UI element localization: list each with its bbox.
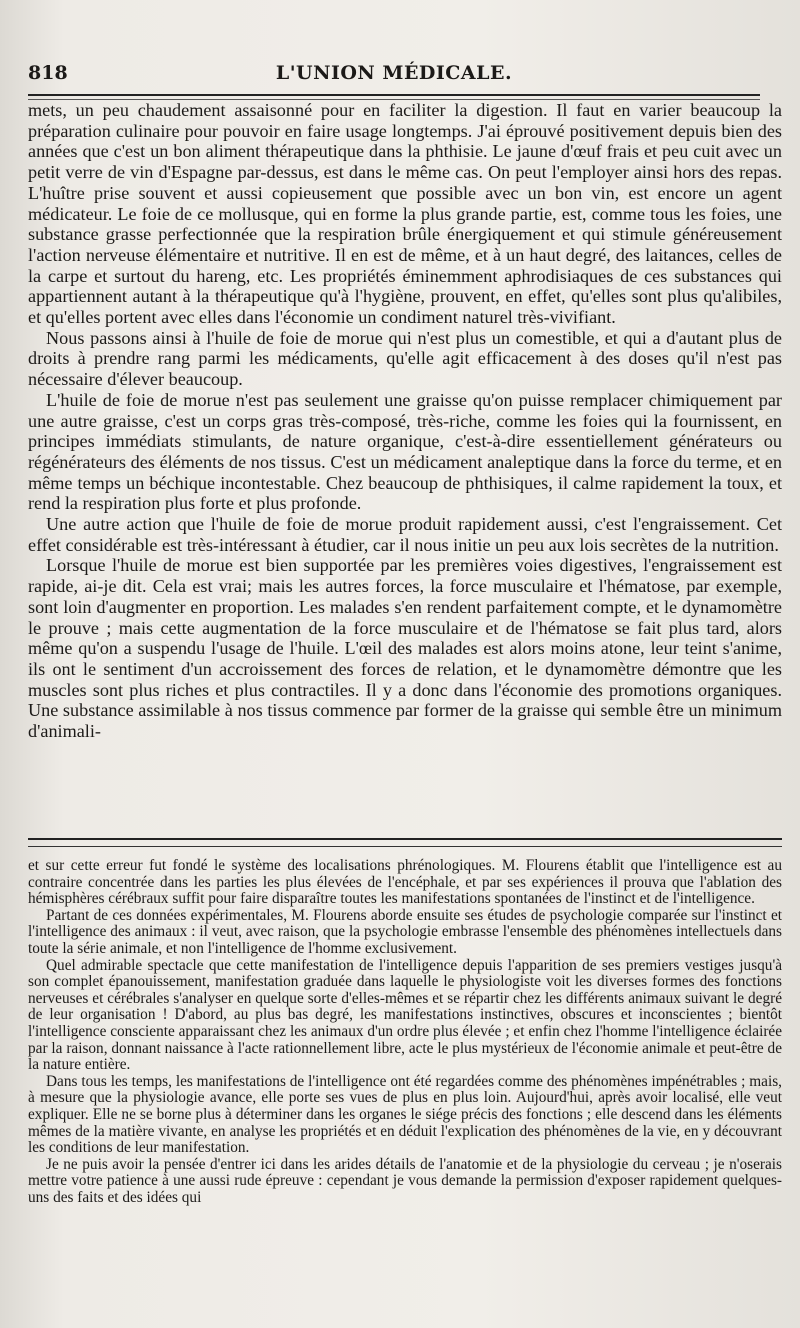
footnote-paragraph: Dans tous les temps, les manifestations de l'intelligence ont été regardées comme des phénomènes impénétrables ; mais, à mesure que la physiologie avance, elle porte ses vues de plus en plus loin. Aujourd'hui, après avoir localisé, elle veut expliquer. Elle ne se borne plus à déterminer dans les organes le siége précis des fonctions ; elle descend dans les éléments mêmes de la matière vivante, en analyse les propriétés et en déduit l'explication des phénomènes de la vie, en y découvrant les conditions de leur manifestation. [28,1072,782,1157]
main-paragraph: mets, un peu chaudement assaisonné pour en faciliter la digestion. Il faut en varier beaucoup la préparation culinaire pour pouvoir en faire usage longtemps. J'ai éprouvé positivement depuis bien des années que c'est un bon aliment thérapeutique dans la phthisie. Le jaune d'œuf frais et peu cuit avec un petit verre de vin d'Espagne par-dessus, est dans le même cas. On peut l'employer ainsi hors des repas. L'huître prise souvent et aussi copieusement que possible avec un bon vin, est encore un agent médicateur. Le foie de ce mollusque, qui en forme la plus grande partie, est, comme tous les foies, une substance grasse perfectionnée que la respiration brûle énergiquement et qui stimule généreusement l'action nerveuse élémentaire et nutritive. Il en est de même, et à un haut degré, des laitances, celles de la carpe et surtout du hareng, etc. Les propriétés éminemment aphrodisiaques de ces substances qui appartiennent autant à la thérapeutique qu'à l'hygiène, prouvent, en effet, qu'elles sont plus qu'alibiles, et qu'elles portent avec elles dans l'économie un condiment naturel très-vivifiant. [28,100,782,328]
footnote-paragraph: et sur cette erreur fut fondé le système des localisations phrénologiques. M. Flourens établit que l'intelligence est au contraire concentrée dans les parties les plus élevées de l'encéphale, et par ses expériences il prouva que l'ablation des hémisphères cérébraux suffit pour faire disparaître toutes les manifestations spontanées de l'instinct et de l'intelligence. [28,857,782,908]
journal-title: L'UNION MÉDICALE. [275,62,513,84]
main-text-block [28,100,782,742]
footnote-paragraph: Partant de ces données expérimentales, M. Flourens aborde ensuite ses études de psychologie comparée sur l'instinct et l'intelligence des animaux : il veut, avec raison, que la psychologie embrasse l'ensemble des phénomènes intellectuels dans toute la série animale, et non l'intelligence de l'homme exclusivement. [28,906,782,957]
footnote-rule [28,838,782,847]
main-paragraph: Nous passons ainsi à l'huile de foie de morue qui n'est plus un comestible, et qui a d'autant plus de droits à prendre rang parmi les médicaments, qu'elle agit efficacement à des doses qu'il n'est pas nécessaire d'élever beaucoup. [28,327,782,390]
running-header [28,62,760,88]
footnote-paragraph: Je ne puis avoir la pensée d'entrer ici dans les arides détails de l'anatomie et de la physiologie du cerveau ; je n'oserais mettre votre patience à une aussi rude épreuve : cependant je vous demande la permission d'exposer rapidement quelques-uns des faits et des idées qui [28,1155,782,1206]
main-paragraph: Lorsque l'huile de morue est bien supportée par les premières voies digestives, l'engraissement est rapide, ai-je dit. Cela est vrai; mais les autres forces, la force musculaire et l'hématose, par exemple, sont loin d'augmenter en proportion. Les malades s'en rendent parfaitement compte, et le dynamomètre le prouve ; mais cette augmentation de la force musculaire et de l'hématose se fait plus tard, alors même qu'on a suspendu l'usage de l'huile. L'œil des malades est alors moins atone, leur teint s'anime, ils ont le sentiment d'un accroissement des forces de relation, et le dynamomètre démontre que les muscles sont plus riches et plus contractiles. Il y a donc dans l'économie des promotions organiques. Une substance assimilable à nos tissus commence par former de la graisse qui semble être un minimum d'animali- [28,555,782,742]
page-number: 818 [28,62,68,84]
footnote-block [28,858,782,1206]
main-paragraph: L'huile de foie de morue n'est pas seulement une graisse qu'on puisse remplacer chimiquement par une autre graisse, c'est un corps gras très-composé, très-riche, comme les foies qui la fournissent, en principes immédiats stimulants, de nature organique, c'est-à-dire essentiellement générateurs ou régénérateurs des éléments de nos tissus. C'est un médicament analeptique dans la force du terme, et en même temps un béchique incontestable. Chez beaucoup de phthisiques, il calme rapidement la toux, et rend la respiration plus forte et plus profonde. [28,389,782,514]
main-paragraph: Une autre action que l'huile de foie de morue produit rapidement aussi, c'est l'engraissement. Cet effet considérable est très-intéressant à étudier, car il nous initie un peu aux lois secrètes de la nutrition. [28,514,782,555]
footnote-paragraph: Quel admirable spectacle que cette manifestation de l'intelligence depuis l'apparition de ses premiers vestiges jusqu'à son complet épanouissement, manifestation graduée dans laquelle le physiologiste voit les diverses formes des fonctions nerveuses et cérébrales s'analyser en quelque sorte d'elles-mêmes et se répartir chez les différents animaux suivant le degré de leur organisation ! D'abord, au plus bas degré, les manifestations instinctives, obscures et inconscientes ; bientôt l'intelligence consciente apparaissant chez les animaux d'un ordre plus élevée ; et enfin chez l'homme l'intelligence éclairée par la raison, donnant naissance à l'acte rationnellement libre, acte le plus mystérieux de l'économie animale et peut-être de la nature entière. [28,956,782,1074]
